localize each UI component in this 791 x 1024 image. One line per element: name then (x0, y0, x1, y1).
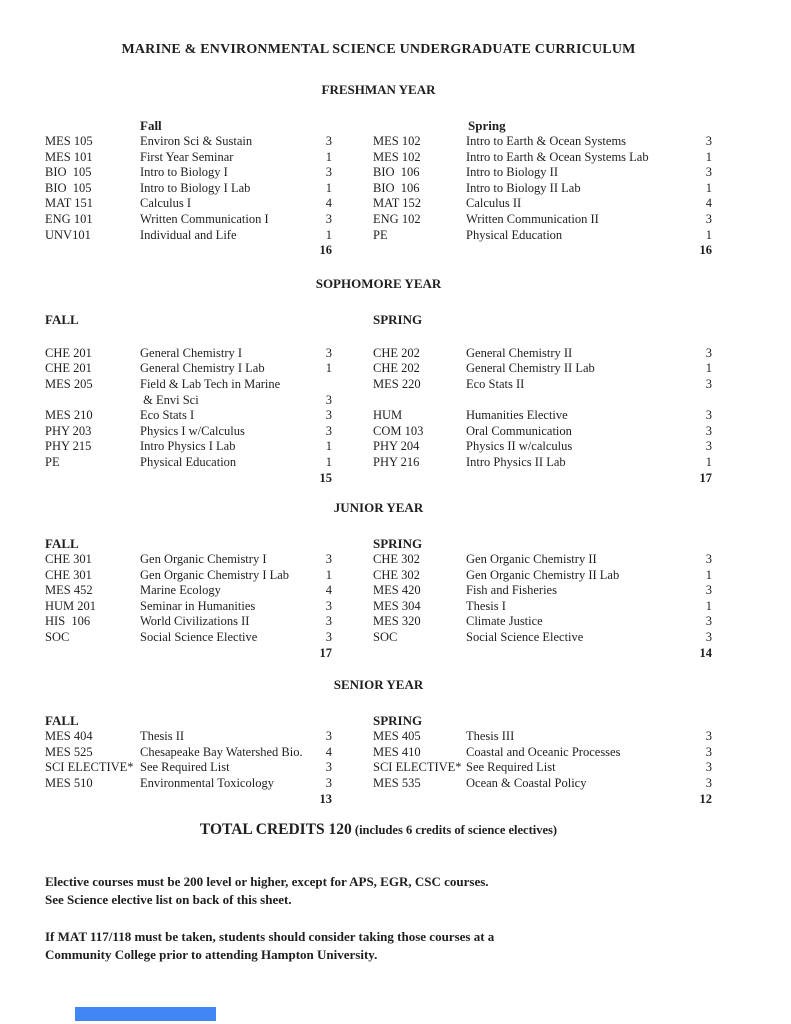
course-row (373, 393, 712, 409)
semester-total-row (45, 471, 332, 487)
course-row (45, 776, 332, 792)
course-code: MES 535 (373, 776, 421, 791)
course-code: SOC (45, 630, 70, 645)
course-name: Humanities Elective (466, 408, 568, 423)
elective-note-line-1: Elective courses must be 200 level or higher, except for APS, EGR, CSC courses. (45, 874, 489, 890)
course-table-senior-spring (373, 729, 712, 791)
junior-columns (45, 536, 712, 661)
course-code: MES 525 (45, 744, 93, 759)
course-row (373, 455, 712, 471)
footer-highlight-bar (75, 1007, 216, 1021)
course-name: General Chemistry I (140, 345, 243, 360)
course-row (45, 583, 332, 599)
course-row (373, 212, 712, 228)
course-name: Environmental Toxicology (140, 776, 274, 791)
course-row (45, 614, 332, 630)
course-row (373, 346, 712, 362)
course-name: Intro to Biology II Lab (466, 180, 581, 195)
course-row (45, 165, 332, 181)
course-name: Gen Organic Chemistry II (466, 552, 597, 567)
course-row (45, 760, 332, 776)
year-heading-sophomore: SOPHOMORE YEAR (315, 275, 442, 291)
course-name: Physical Education (466, 227, 563, 242)
semester-total: 17 (699, 470, 712, 485)
course-code: HUM (373, 408, 403, 423)
course-code: MES 210 (45, 408, 93, 423)
course-name: See Required List (466, 760, 556, 775)
course-code: MES 304 (373, 598, 421, 613)
course-credits: 3 (705, 583, 712, 598)
course-row (373, 614, 712, 630)
course-credits: 4 (325, 744, 332, 759)
course-row (45, 439, 332, 455)
course-name: Gen Organic Chemistry I (140, 552, 267, 567)
course-row (45, 568, 332, 584)
course-row (45, 346, 332, 362)
course-credits: 3 (705, 211, 712, 226)
course-name: Thesis I (466, 598, 506, 613)
course-code: CHE 201 (45, 361, 92, 376)
course-code: MES 205 (45, 376, 93, 391)
year-heading-senior: SENIOR YEAR (333, 677, 424, 693)
course-name: World Civilizations II (140, 614, 250, 629)
semester-total: 14 (699, 645, 712, 660)
course-name: Eco Stats I (140, 408, 195, 423)
course-credits: 3 (325, 614, 332, 629)
course-code: MES 510 (45, 776, 93, 791)
semester-total-row (373, 646, 712, 662)
course-credits: 1 (325, 227, 332, 242)
course-code: SOC (373, 630, 398, 645)
course-name: General Chemistry I Lab (140, 361, 265, 376)
course-row (45, 228, 332, 244)
course-table-freshman-fall (45, 134, 332, 243)
course-credits: 3 (325, 760, 332, 775)
course-row (373, 361, 712, 377)
course-code: BIO 105 (45, 165, 92, 180)
course-code: MES 452 (45, 583, 93, 598)
course-table-senior-fall (45, 729, 332, 791)
total-credits-main: TOTAL CREDITS 120 (199, 821, 352, 839)
course-code: CHE 202 (373, 345, 420, 360)
junior-fall-semester (45, 536, 332, 661)
freshman-year-section (45, 82, 712, 259)
course-row (373, 228, 712, 244)
course-row (373, 134, 712, 150)
elective-note-line-2: See Science elective list on back of this sheet. (45, 891, 292, 907)
semester-label-spring: SPRING (373, 536, 423, 552)
course-code: PE (45, 454, 60, 469)
course-credits: 4 (325, 583, 332, 598)
course-credits: 3 (325, 630, 332, 645)
course-credits: 4 (325, 196, 332, 211)
freshman-columns (45, 118, 712, 259)
course-code: SCI ELECTIVE* (45, 760, 134, 775)
course-row (45, 134, 332, 150)
course-credits: 3 (325, 598, 332, 613)
course-row (373, 729, 712, 745)
course-row (373, 165, 712, 181)
course-name: Field & Lab Tech in Marine (140, 376, 281, 391)
course-credits: 3 (325, 211, 332, 226)
semester-total-row (45, 646, 332, 662)
course-code: BIO 106 (373, 165, 420, 180)
semester-label-fall: Fall (140, 118, 162, 133)
course-name: See Required List (140, 760, 230, 775)
course-credits: 3 (705, 165, 712, 180)
course-name: Thesis II (140, 729, 185, 744)
course-name: Intro to Biology I Lab (140, 180, 251, 195)
course-row (373, 760, 712, 776)
course-name: & Envi Sci (140, 392, 199, 407)
course-row (373, 439, 712, 455)
course-credits: 1 (325, 180, 332, 195)
course-row (45, 181, 332, 197)
course-credits: 3 (325, 423, 332, 438)
course-credits: 3 (325, 408, 332, 423)
math-placement-note (45, 928, 712, 963)
course-code: MES 320 (373, 614, 421, 629)
course-name: Calculus I (140, 196, 192, 211)
course-name: Coastal and Oceanic Processes (466, 744, 621, 759)
course-name: Intro to Earth & Ocean Systems (466, 134, 627, 148)
course-row (45, 212, 332, 228)
semester-total: 15 (319, 470, 332, 485)
course-credits: 3 (705, 630, 712, 645)
senior-year-section (45, 677, 712, 807)
course-name: Written Communication I (140, 211, 269, 226)
course-code: MES 102 (373, 149, 421, 164)
course-row (45, 552, 332, 568)
course-name: Physics I w/Calculus (140, 423, 245, 438)
course-credits: 3 (325, 165, 332, 180)
freshman-spring-semester (373, 118, 712, 259)
semester-total: 12 (699, 791, 712, 806)
semester-total-row (45, 243, 332, 259)
course-credits: 1 (325, 567, 332, 582)
semester-total-row (373, 792, 712, 808)
course-credits: 3 (705, 552, 712, 567)
course-credits: 3 (325, 345, 332, 360)
sophomore-year-section (45, 276, 712, 486)
semester-total: 13 (319, 791, 332, 806)
course-credits: 3 (705, 760, 712, 775)
course-row (373, 745, 712, 761)
course-code: SCI ELECTIVE* (373, 760, 462, 775)
semester-label-fall: FALL (45, 713, 79, 729)
course-code: MES 101 (45, 149, 93, 164)
course-row (373, 377, 712, 393)
course-row (45, 361, 332, 377)
junior-spring-semester (373, 536, 712, 661)
course-code: PE (373, 227, 388, 242)
course-credits: 3 (705, 729, 712, 744)
course-credits: 3 (325, 134, 332, 148)
course-credits: 1 (325, 149, 332, 164)
course-row (373, 599, 712, 615)
course-credits: 3 (325, 392, 332, 407)
course-name: Thesis III (466, 729, 515, 744)
course-code: ENG 101 (45, 211, 93, 226)
course-code: MES 410 (373, 744, 421, 759)
course-name: First Year Seminar (140, 149, 234, 164)
semester-label-spring: SPRING (373, 713, 423, 729)
course-row (373, 424, 712, 440)
course-row (373, 196, 712, 212)
semester-total-row (45, 792, 332, 808)
course-name: Intro to Biology II (466, 165, 559, 180)
semester-total: 16 (699, 243, 712, 258)
course-code: CHE 201 (45, 345, 92, 360)
course-credits: 1 (325, 361, 332, 376)
course-row (373, 583, 712, 599)
course-row (373, 776, 712, 792)
course-name: Intro to Earth & Ocean Systems Lab (466, 149, 649, 164)
course-code: CHE 202 (373, 361, 420, 376)
year-heading-junior: JUNIOR YEAR (333, 500, 424, 516)
course-row (45, 393, 332, 409)
elective-note (45, 873, 712, 908)
course-code: BIO 105 (45, 180, 92, 195)
course-code: CHE 302 (373, 567, 420, 582)
course-code: ENG 102 (373, 211, 421, 226)
course-credits: 1 (705, 180, 712, 195)
course-row (45, 630, 332, 646)
course-name: Fish and Fisheries (466, 583, 557, 598)
semester-label-spring: SPRING (373, 311, 423, 327)
course-credits: 1 (705, 454, 712, 469)
math-note-line-2: Community College prior to attending Hampton University. (45, 946, 378, 962)
course-name: Social Science Elective (466, 630, 584, 645)
course-row (373, 150, 712, 166)
course-name: Physics II w/calculus (466, 439, 573, 454)
course-name: Marine Ecology (140, 583, 221, 598)
year-heading-freshman: FRESHMAN YEAR (321, 82, 436, 97)
course-table-junior-fall (45, 552, 332, 646)
course-table-sophomore-spring (373, 346, 712, 471)
course-name: Intro Physics II Lab (466, 454, 566, 469)
course-row (373, 568, 712, 584)
course-name: Gen Organic Chemistry II Lab (466, 567, 620, 582)
semester-total-row (373, 471, 712, 487)
course-credits: 3 (705, 614, 712, 629)
course-credits (690, 393, 712, 409)
course-row (45, 150, 332, 166)
course-row (373, 181, 712, 197)
course-code (45, 393, 140, 409)
course-credits: 3 (705, 744, 712, 759)
course-code: MAT 151 (45, 196, 94, 211)
course-row (45, 455, 332, 471)
course-credits: 1 (705, 598, 712, 613)
course-code: MES 420 (373, 583, 421, 598)
course-name: Oral Communication (466, 423, 572, 438)
course-code: MES 220 (373, 376, 421, 391)
course-name: Ocean & Coastal Policy (466, 776, 587, 791)
course-code: BIO 106 (373, 180, 420, 195)
course-code: UNV101 (45, 227, 91, 242)
course-name: Chesapeake Bay Watershed Bio. (140, 744, 303, 759)
course-row (45, 729, 332, 745)
course-code: MES 105 (45, 134, 93, 148)
course-code: COM 103 (373, 423, 424, 438)
course-credits: 3 (325, 552, 332, 567)
course-row (45, 424, 332, 440)
course-code: PHY 216 (373, 454, 420, 469)
course-code: CHE 301 (45, 567, 92, 582)
total-credits-suffix: (includes 6 credits of science electives) (351, 823, 558, 838)
semester-total: 16 (319, 243, 332, 258)
course-credits: 3 (705, 776, 712, 791)
course-code: MES 405 (373, 729, 421, 744)
course-credits: 1 (705, 567, 712, 582)
course-row (45, 745, 332, 761)
sophomore-columns (45, 312, 712, 486)
course-table-junior-spring (373, 552, 712, 646)
sophomore-fall-semester (45, 312, 332, 486)
semester-total-row (373, 243, 712, 259)
course-credits: 3 (705, 423, 712, 438)
course-credits: 1 (705, 227, 712, 242)
semester-label-spring: Spring (468, 118, 506, 133)
course-table-freshman-spring (373, 134, 712, 243)
course-code: CHE 301 (45, 552, 92, 567)
course-credits: 3 (705, 439, 712, 454)
sophomore-spring-semester (373, 312, 712, 486)
course-credits: 1 (705, 149, 712, 164)
course-row (373, 552, 712, 568)
course-name: Written Communication II (466, 211, 599, 226)
course-name: Intro Physics I Lab (140, 439, 236, 454)
senior-fall-semester (45, 713, 332, 807)
course-name: Calculus II (466, 196, 522, 211)
course-row (373, 630, 712, 646)
course-name: Gen Organic Chemistry I Lab (140, 567, 290, 582)
senior-spring-semester (373, 713, 712, 807)
math-note-line-1: If MAT 117/118 must be taken, students should consider taking those courses at a (45, 929, 495, 945)
course-credits (310, 377, 332, 393)
page-title: MARINE & ENVIRONMENTAL SCIENCE UNDERGRADUATE CURRICULUM (121, 42, 636, 57)
course-credits: 1 (325, 454, 332, 469)
course-code: CHE 302 (373, 552, 420, 567)
course-name: Climate Justice (466, 614, 543, 629)
course-credits: 3 (705, 134, 712, 148)
course-name: Physical Education (140, 454, 237, 469)
course-code: PHY 215 (45, 439, 92, 454)
junior-year-section (45, 500, 712, 661)
course-credits: 1 (325, 439, 332, 454)
course-name: General Chemistry II (466, 345, 573, 360)
course-code (373, 393, 466, 409)
course-name: Intro to Biology I (140, 165, 228, 180)
course-row (45, 377, 332, 393)
semester-label-fall: FALL (45, 311, 79, 327)
course-row (373, 408, 712, 424)
course-code: MES 404 (45, 729, 93, 744)
course-table-sophomore-fall (45, 346, 332, 471)
footnotes (45, 873, 712, 963)
course-name: General Chemistry II Lab (466, 361, 595, 376)
course-name: Social Science Elective (140, 630, 258, 645)
course-name (466, 393, 690, 409)
senior-columns (45, 713, 712, 807)
course-row (45, 196, 332, 212)
course-code: MES 102 (373, 134, 421, 148)
course-credits: 3 (325, 776, 332, 791)
course-code: HUM 201 (45, 598, 97, 613)
semester-total: 17 (319, 645, 332, 660)
total-credits-line (45, 821, 712, 839)
course-credits: 1 (705, 361, 712, 376)
course-code: MAT 152 (373, 196, 422, 211)
course-code: HIS 106 (45, 614, 91, 629)
course-name: Individual and Life (140, 227, 237, 242)
course-credits: 3 (325, 729, 332, 744)
course-row (45, 408, 332, 424)
course-name: Environ Sci & Sustain (140, 134, 253, 148)
course-code: PHY 203 (45, 423, 92, 438)
course-name: Eco Stats II (466, 376, 525, 391)
course-credits: 3 (705, 345, 712, 360)
course-code: PHY 204 (373, 439, 420, 454)
course-credits: 4 (705, 196, 712, 211)
course-credits: 3 (705, 408, 712, 423)
course-credits: 3 (705, 376, 712, 391)
course-row (45, 599, 332, 615)
semester-label-fall: FALL (45, 536, 79, 552)
course-name: Seminar in Humanities (140, 598, 256, 613)
freshman-fall-semester (45, 118, 332, 259)
